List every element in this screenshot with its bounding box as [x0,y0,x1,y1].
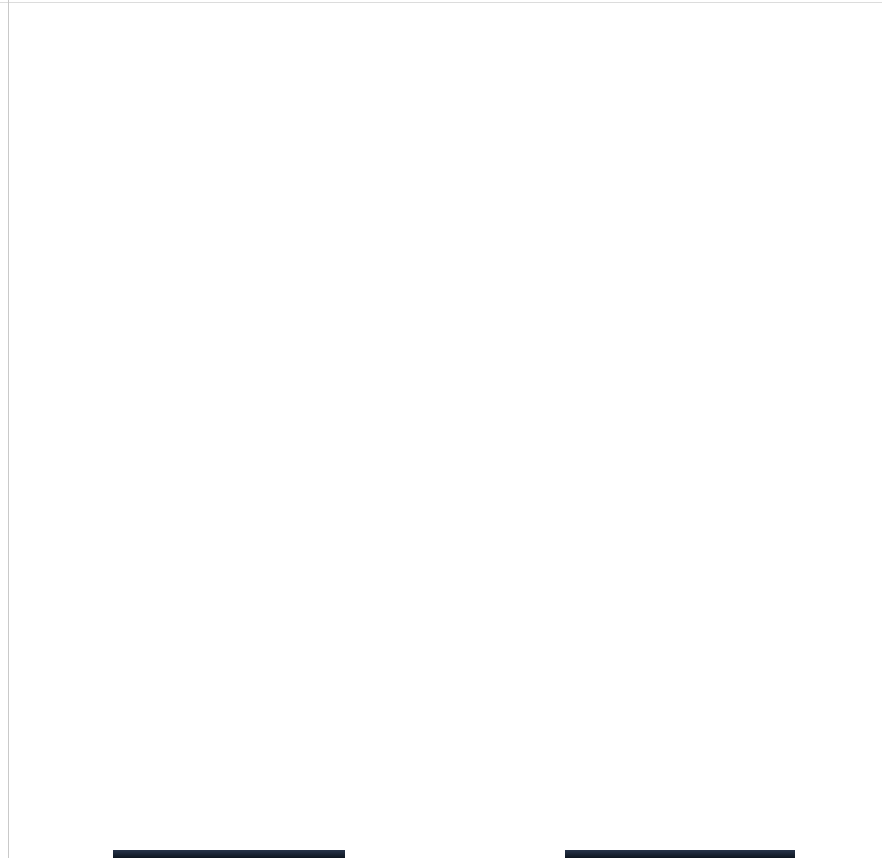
bottom-image-left [113,850,345,858]
flyer-content [112,54,812,153]
tree-border-top [18,0,882,56]
flyer-title [112,54,812,131]
tree-border-left [28,0,94,858]
page-edge-left-line [8,0,9,858]
bottom-image-right [565,850,795,858]
tree-border-right [813,0,879,858]
